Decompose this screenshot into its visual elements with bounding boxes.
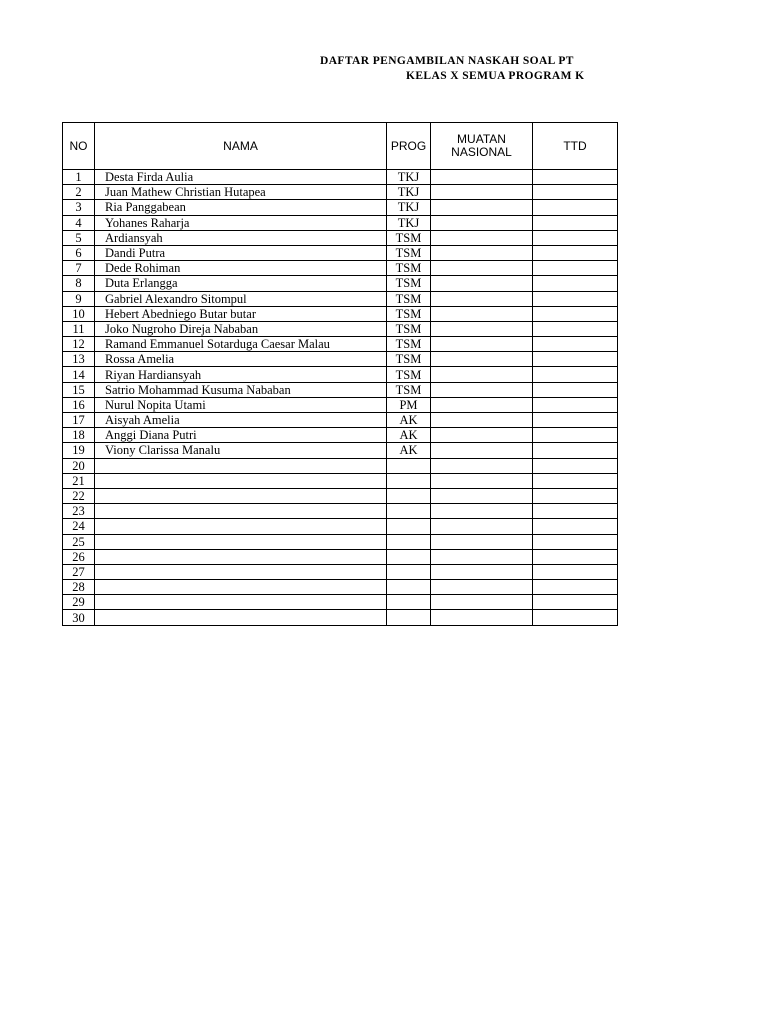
row-nama: Juan Mathew Christian Hutapea — [95, 185, 387, 200]
table-row — [63, 488, 618, 503]
row-prog — [387, 488, 431, 503]
row-ttd — [533, 306, 618, 321]
row-prog: TSM — [387, 230, 431, 245]
table-row — [63, 185, 618, 200]
table-row — [63, 382, 618, 397]
row-muatan-nasional — [431, 595, 533, 610]
document-title — [320, 55, 585, 82]
table-row — [63, 261, 618, 276]
row-no: 7 — [63, 261, 95, 276]
title-block — [0, 0, 606, 120]
row-ttd — [533, 443, 618, 458]
row-nama — [95, 504, 387, 519]
table-body — [63, 170, 618, 626]
row-nama — [95, 610, 387, 625]
row-muatan-nasional — [431, 352, 533, 367]
row-prog: TSM — [387, 337, 431, 352]
row-ttd — [533, 549, 618, 564]
row-muatan-nasional — [431, 291, 533, 306]
row-nama: Anggi Diana Putri — [95, 428, 387, 443]
row-prog: TSM — [387, 245, 431, 260]
row-no: 27 — [63, 564, 95, 579]
row-no: 21 — [63, 473, 95, 488]
row-ttd — [533, 230, 618, 245]
row-nama — [95, 534, 387, 549]
row-no: 9 — [63, 291, 95, 306]
table-row — [63, 595, 618, 610]
row-ttd — [533, 504, 618, 519]
row-no: 20 — [63, 458, 95, 473]
row-prog: PM — [387, 397, 431, 412]
row-prog: TKJ — [387, 170, 431, 185]
row-no: 24 — [63, 519, 95, 534]
row-nama — [95, 580, 387, 595]
row-no: 13 — [63, 352, 95, 367]
row-muatan-nasional — [431, 458, 533, 473]
row-prog — [387, 564, 431, 579]
row-no: 16 — [63, 397, 95, 412]
table-row — [63, 413, 618, 428]
row-muatan-nasional — [431, 534, 533, 549]
table-row — [63, 519, 618, 534]
table-row — [63, 337, 618, 352]
row-no: 2 — [63, 185, 95, 200]
table-row — [63, 428, 618, 443]
table-header-row — [63, 123, 618, 170]
row-ttd — [533, 473, 618, 488]
row-nama — [95, 564, 387, 579]
row-ttd — [533, 200, 618, 215]
row-prog — [387, 549, 431, 564]
row-muatan-nasional — [431, 200, 533, 215]
row-no: 15 — [63, 382, 95, 397]
row-no: 18 — [63, 428, 95, 443]
row-no: 26 — [63, 549, 95, 564]
row-prog: AK — [387, 428, 431, 443]
row-nama: Satrio Mohammad Kusuma Nababan — [95, 382, 387, 397]
table-row — [63, 443, 618, 458]
header-nama: NAMA — [95, 123, 387, 170]
row-ttd — [533, 610, 618, 625]
row-prog: TKJ — [387, 185, 431, 200]
row-nama: Duta Erlangga — [95, 276, 387, 291]
row-nama: Riyan Hardiansyah — [95, 367, 387, 382]
row-ttd — [533, 215, 618, 230]
table-row — [63, 291, 618, 306]
row-muatan-nasional — [431, 245, 533, 260]
row-muatan-nasional — [431, 170, 533, 185]
table-row — [63, 200, 618, 215]
row-muatan-nasional — [431, 413, 533, 428]
row-no: 3 — [63, 200, 95, 215]
row-nama: Gabriel Alexandro Sitompul — [95, 291, 387, 306]
row-ttd — [533, 534, 618, 549]
row-prog: TSM — [387, 352, 431, 367]
row-ttd — [533, 352, 618, 367]
row-muatan-nasional — [431, 185, 533, 200]
row-muatan-nasional — [431, 261, 533, 276]
row-prog — [387, 610, 431, 625]
row-nama — [95, 519, 387, 534]
row-ttd — [533, 276, 618, 291]
row-prog: TSM — [387, 321, 431, 336]
row-no: 8 — [63, 276, 95, 291]
row-no: 30 — [63, 610, 95, 625]
row-ttd — [533, 488, 618, 503]
row-prog: TSM — [387, 291, 431, 306]
row-no: 29 — [63, 595, 95, 610]
row-ttd — [533, 367, 618, 382]
row-no: 14 — [63, 367, 95, 382]
row-no: 17 — [63, 413, 95, 428]
table-row — [63, 610, 618, 625]
row-muatan-nasional — [431, 504, 533, 519]
row-prog: TSM — [387, 306, 431, 321]
row-no: 10 — [63, 306, 95, 321]
row-muatan-nasional — [431, 382, 533, 397]
row-muatan-nasional — [431, 473, 533, 488]
row-prog: TSM — [387, 261, 431, 276]
row-prog — [387, 519, 431, 534]
table-row — [63, 564, 618, 579]
row-muatan-nasional — [431, 519, 533, 534]
row-nama: Dandi Putra — [95, 245, 387, 260]
row-prog — [387, 534, 431, 549]
row-no: 28 — [63, 580, 95, 595]
row-nama: Hebert Abedniego Butar butar — [95, 306, 387, 321]
row-nama: Ardiansyah — [95, 230, 387, 245]
row-prog: TKJ — [387, 200, 431, 215]
row-prog: TSM — [387, 367, 431, 382]
row-prog — [387, 595, 431, 610]
row-no: 6 — [63, 245, 95, 260]
row-no: 5 — [63, 230, 95, 245]
header-prog: PROG — [387, 123, 431, 170]
row-nama — [95, 595, 387, 610]
row-no: 4 — [63, 215, 95, 230]
table-row — [63, 230, 618, 245]
row-prog: TSM — [387, 382, 431, 397]
table-row — [63, 321, 618, 336]
row-nama: Rossa Amelia — [95, 352, 387, 367]
table-row — [63, 352, 618, 367]
row-muatan-nasional — [431, 488, 533, 503]
row-muatan-nasional — [431, 443, 533, 458]
row-ttd — [533, 337, 618, 352]
title-line-2: KELAS X SEMUA PROGRAM K — [406, 70, 585, 82]
row-prog — [387, 580, 431, 595]
row-ttd — [533, 397, 618, 412]
row-nama: Joko Nugroho Direja Nababan — [95, 321, 387, 336]
row-muatan-nasional — [431, 276, 533, 291]
row-muatan-nasional — [431, 321, 533, 336]
row-prog: AK — [387, 413, 431, 428]
row-prog: AK — [387, 443, 431, 458]
table-row — [63, 306, 618, 321]
row-nama: Yohanes Raharja — [95, 215, 387, 230]
row-no: 11 — [63, 321, 95, 336]
row-ttd — [533, 321, 618, 336]
row-prog: TKJ — [387, 215, 431, 230]
row-muatan-nasional — [431, 367, 533, 382]
row-muatan-nasional — [431, 337, 533, 352]
row-ttd — [533, 291, 618, 306]
table-row — [63, 397, 618, 412]
row-nama — [95, 549, 387, 564]
title-line-1: DAFTAR PENGAMBILAN NASKAH SOAL PT — [320, 55, 574, 67]
row-nama: Desta Firda Aulia — [95, 170, 387, 185]
row-nama: Ria Panggabean — [95, 200, 387, 215]
row-nama — [95, 488, 387, 503]
header-ttd: TTD — [533, 123, 618, 170]
row-ttd — [533, 413, 618, 428]
row-muatan-nasional — [431, 549, 533, 564]
student-list-table — [62, 122, 618, 626]
row-nama — [95, 473, 387, 488]
row-nama: Viony Clarissa Manalu — [95, 443, 387, 458]
row-prog: TSM — [387, 276, 431, 291]
row-muatan-nasional — [431, 215, 533, 230]
row-ttd — [533, 428, 618, 443]
table-row — [63, 580, 618, 595]
row-ttd — [533, 382, 618, 397]
table-row — [63, 215, 618, 230]
row-no: 19 — [63, 443, 95, 458]
row-nama — [95, 458, 387, 473]
header-no: NO — [63, 123, 95, 170]
row-nama: Dede Rohiman — [95, 261, 387, 276]
row-no: 25 — [63, 534, 95, 549]
table-row — [63, 170, 618, 185]
row-muatan-nasional — [431, 610, 533, 625]
row-ttd — [533, 564, 618, 579]
row-nama: Aisyah Amelia — [95, 413, 387, 428]
row-prog — [387, 473, 431, 488]
row-ttd — [533, 595, 618, 610]
row-ttd — [533, 170, 618, 185]
row-muatan-nasional — [431, 397, 533, 412]
header-muatan-nasional: MUATAN NASIONAL — [431, 123, 533, 170]
table-row — [63, 534, 618, 549]
row-muatan-nasional — [431, 580, 533, 595]
row-no: 23 — [63, 504, 95, 519]
row-ttd — [533, 261, 618, 276]
table-row — [63, 549, 618, 564]
row-nama: Ramand Emmanuel Sotarduga Caesar Malau — [95, 337, 387, 352]
row-prog — [387, 504, 431, 519]
row-muatan-nasional — [431, 564, 533, 579]
row-no: 12 — [63, 337, 95, 352]
row-prog — [387, 458, 431, 473]
row-ttd — [533, 458, 618, 473]
row-ttd — [533, 185, 618, 200]
row-ttd — [533, 245, 618, 260]
row-muatan-nasional — [431, 428, 533, 443]
row-muatan-nasional — [431, 306, 533, 321]
row-no: 1 — [63, 170, 95, 185]
row-ttd — [533, 519, 618, 534]
table-row — [63, 245, 618, 260]
row-muatan-nasional — [431, 230, 533, 245]
row-nama: Nurul Nopita Utami — [95, 397, 387, 412]
table-row — [63, 367, 618, 382]
table-row — [63, 473, 618, 488]
row-no: 22 — [63, 488, 95, 503]
row-ttd — [533, 580, 618, 595]
table-row — [63, 276, 618, 291]
table-row — [63, 458, 618, 473]
table-row — [63, 504, 618, 519]
